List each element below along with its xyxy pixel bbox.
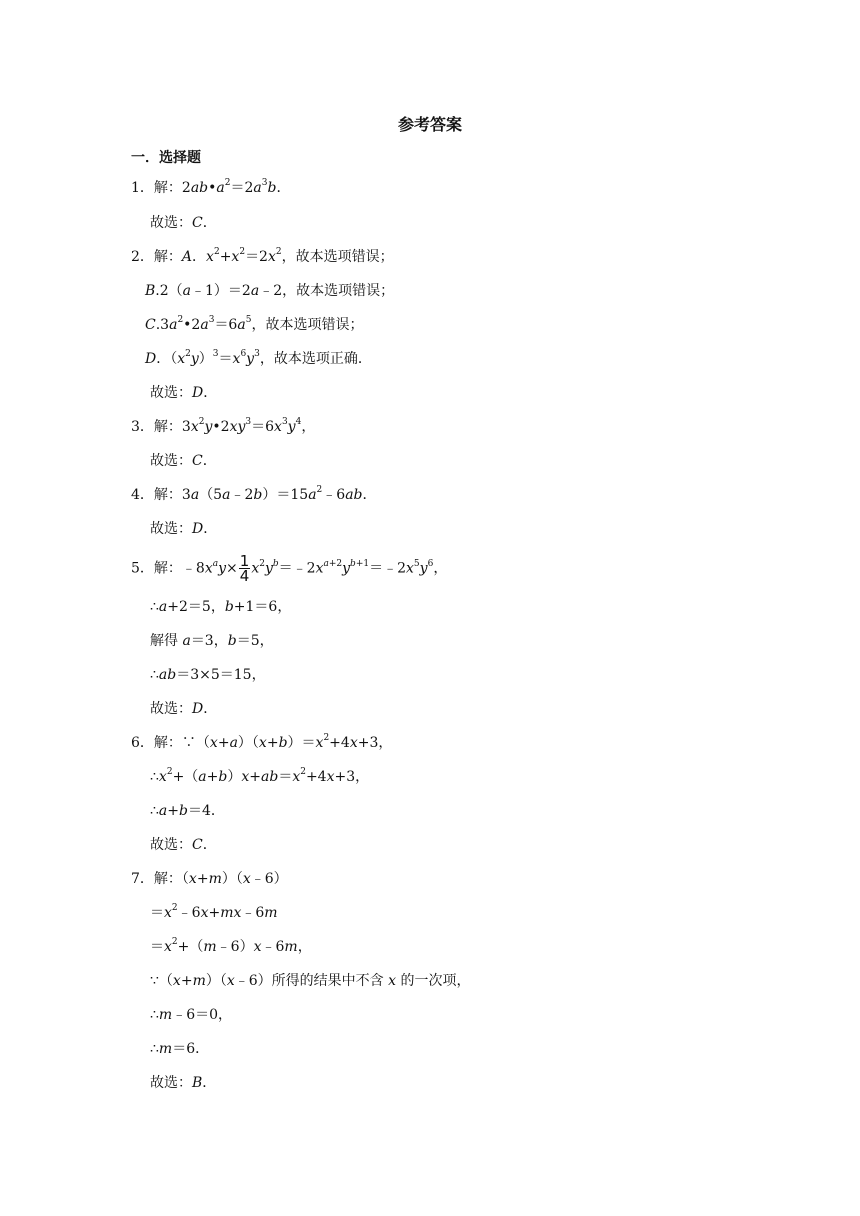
answer-5-line: 5．解：$﹣8x^ay\times$ $\frac{1}{4}$ $x^2y^b=﹣2x^{a+2}y^{b+1}=﹣2x^5y^6$， xyxy=(131,552,448,585)
answer-5-choice: 故选：D． xyxy=(150,701,218,717)
answer-1-line: 1．解：$2ab•a^2=2a^3b$． xyxy=(131,178,291,196)
answer-6-choice: 故选：C． xyxy=(150,837,217,853)
answer-5-step-1: ∴a+2＝5，b+1＝6， xyxy=(150,599,292,615)
answer-7-step-4: ∴m﹣6＝0， xyxy=(150,1007,233,1023)
answer-4-line: 4．解：$3a(5a﹣2b)=15a^2﹣6ab$． xyxy=(131,485,377,503)
answer-2-option-c: $C.3a^2•2a^3=6a^5$，故本选项错误； xyxy=(145,315,364,333)
answer-6-line: 6．解：$\because(x+a)(x+b)=x^2+4x+3$， xyxy=(131,733,393,751)
answer-1-choice: 故选：C． xyxy=(150,215,217,231)
answer-6-step-2: ∴a+b＝4． xyxy=(150,803,225,819)
answer-7-step-5: ∴m＝6． xyxy=(150,1041,210,1057)
answer-7-step-3: ∵（x+m）（x﹣6）所得的结果中不含 x 的一次项， xyxy=(150,973,471,989)
answer-6-step-1: $\therefore x^2+(a+b)x+ab=x^2+4x+3$， xyxy=(150,767,370,785)
answer-5-step-3: ∴ab＝3×5＝15， xyxy=(150,667,266,683)
answer-7-choice: 故选：B． xyxy=(150,1075,217,1091)
section-heading: 一．选择题 xyxy=(131,150,201,166)
answer-7-line: 7．解：（x+m）（x﹣6） xyxy=(131,871,288,887)
answer-7-step-2: $=x^2+(m﹣6)x﹣6m$， xyxy=(150,937,312,955)
answer-2-line: 2．解：A．$x^2+x^2=2x^2$，故本选项错误； xyxy=(131,247,394,265)
fraction-one-quarter: $\frac{1}{4}$ xyxy=(239,552,250,585)
answer-5-step-2: 解得 a＝3，b＝5， xyxy=(150,633,274,649)
answer-2-option-d: D．$(x^2y)^3=x^6y^3$，故本选项正确． xyxy=(145,349,372,367)
answer-3-line: 3．解：$3x^2y•2xy^3=6x^3y^4$， xyxy=(131,417,316,435)
answer-2-choice: 故选：D． xyxy=(150,385,218,401)
answer-3-choice: 故选：C． xyxy=(150,453,217,469)
answer-4-choice: 故选：D． xyxy=(150,521,218,537)
answer-2-option-b: B.2（a﹣1）＝2a﹣2，故本选项错误； xyxy=(145,283,395,299)
page-title: 参考答案 xyxy=(397,115,462,134)
answer-7-step-1: $=x^2﹣6x+mx﹣6m$ xyxy=(150,903,278,921)
